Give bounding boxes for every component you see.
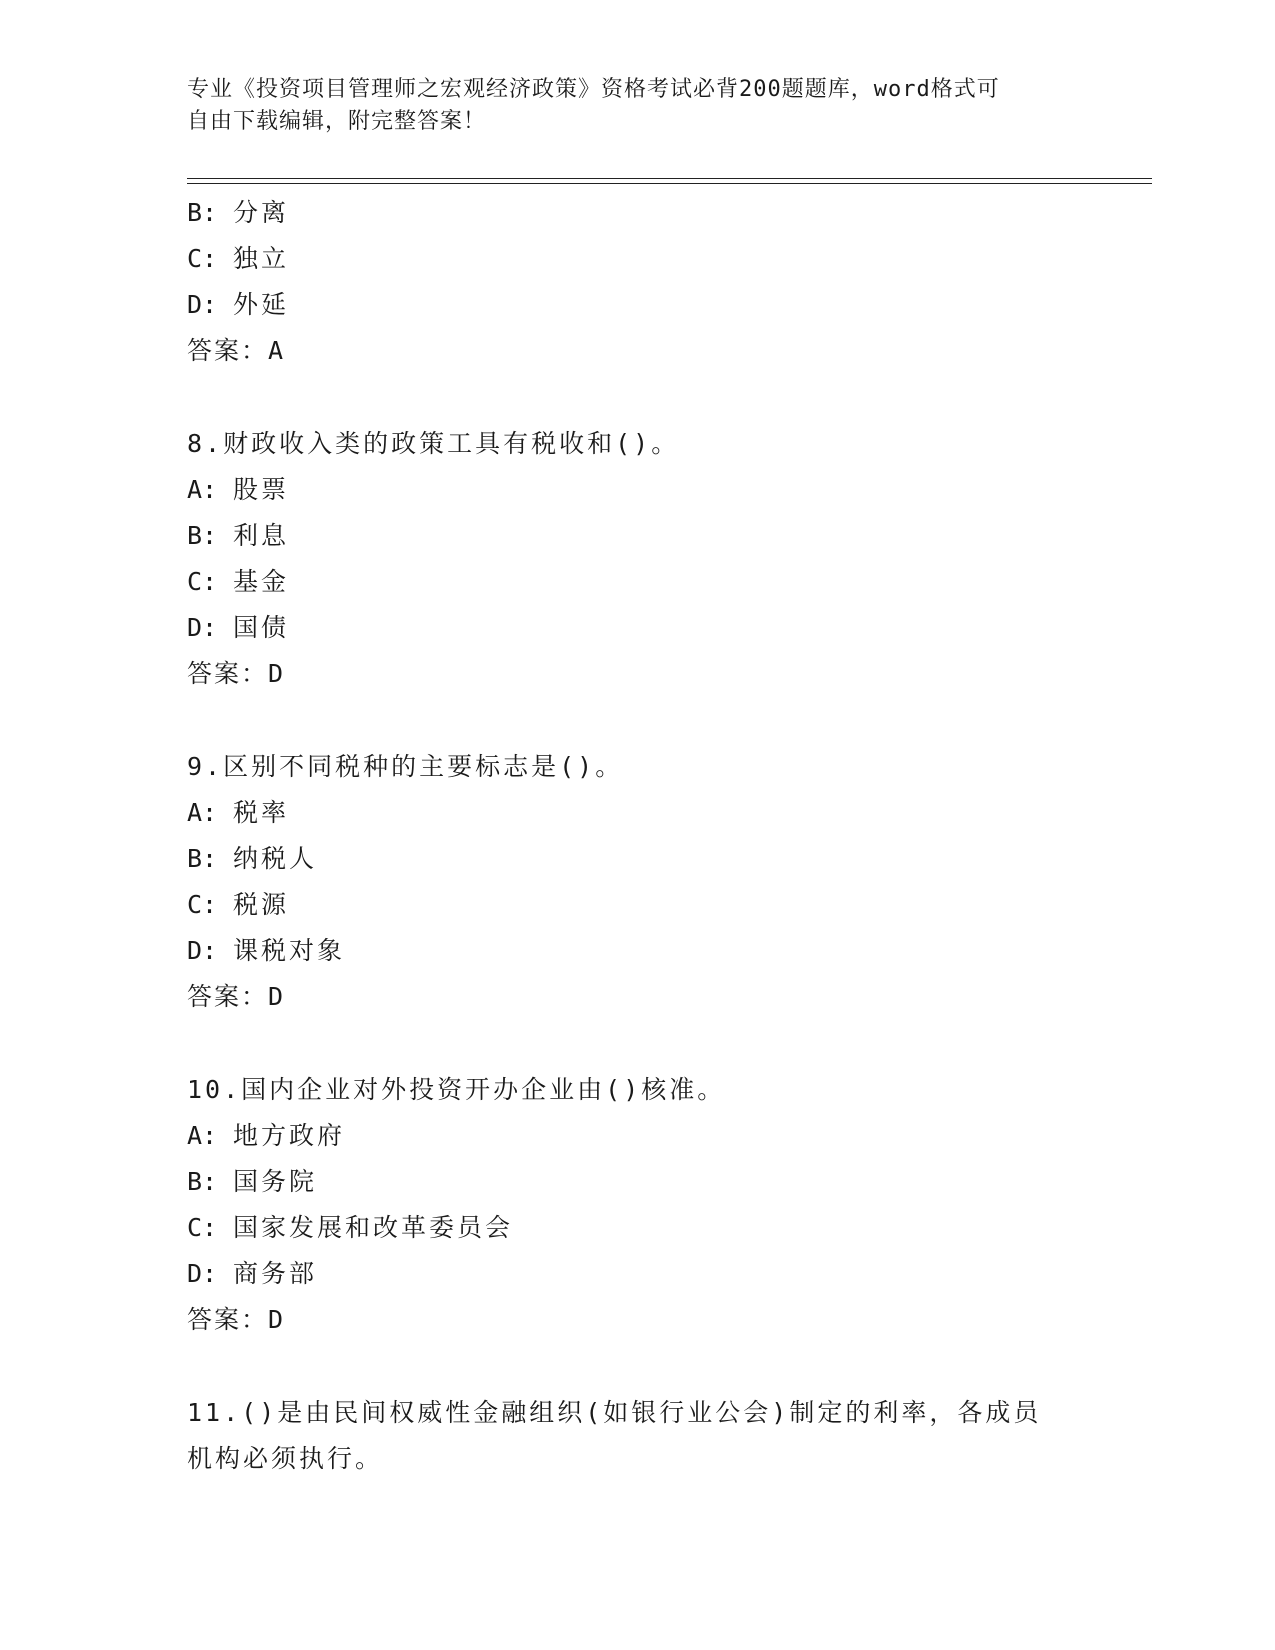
option-key: C: <box>187 567 218 596</box>
question-list <box>187 190 1137 1482</box>
spacer <box>187 1020 1137 1067</box>
option-key: C: <box>187 1213 218 1242</box>
option-b <box>187 836 1137 882</box>
option-key: D: <box>187 936 218 965</box>
option-key: A: <box>187 798 218 827</box>
option-d <box>187 928 1137 974</box>
option-d <box>187 1251 1137 1297</box>
option-key: B: <box>187 844 218 873</box>
option-d <box>187 605 1137 651</box>
answer-value: D <box>268 1305 284 1334</box>
answer-line <box>187 328 1137 374</box>
spacer <box>187 1343 1137 1390</box>
option-key: B: <box>187 1167 218 1196</box>
question-stem: 10.国内企业对外投资开办企业由()核准。 <box>187 1075 726 1104</box>
option-c <box>187 1205 1137 1251</box>
answer-label: 答案： <box>187 982 269 1011</box>
option-d <box>187 282 1137 328</box>
option-key: D: <box>187 290 218 319</box>
option-key: B: <box>187 521 218 550</box>
option-text: 外延 <box>233 290 290 319</box>
spacer <box>187 374 1137 421</box>
option-c <box>187 236 1137 282</box>
option-text: 基金 <box>233 567 290 596</box>
question-stem: 8.财政收入类的政策工具有税收和()。 <box>187 429 680 458</box>
option-text: 国家发展和改革委员会 <box>233 1213 514 1242</box>
option-text: 税源 <box>233 890 290 919</box>
question-8 <box>187 421 1137 697</box>
question-9 <box>187 744 1137 1020</box>
option-a <box>187 1113 1137 1159</box>
option-text: 分离 <box>233 198 290 227</box>
answer-line <box>187 1297 1137 1343</box>
answer-line <box>187 651 1137 697</box>
option-c <box>187 882 1137 928</box>
document-header <box>187 74 1087 138</box>
spacer <box>187 697 1137 744</box>
question-7-continued <box>187 190 1137 374</box>
question-stem: 11.()是由民间权威性金融组织(如银行业公会)制定的利率，各成员机构必须执行。 <box>187 1398 1042 1473</box>
answer-value: D <box>268 659 284 688</box>
option-key: C: <box>187 890 218 919</box>
option-b <box>187 190 1137 236</box>
question-stem: 9.区别不同税种的主要标志是()。 <box>187 752 624 781</box>
answer-value: D <box>268 982 284 1011</box>
header-divider-bottom <box>187 183 1152 184</box>
answer-label: 答案： <box>187 659 269 688</box>
question-10 <box>187 1067 1137 1343</box>
option-text: 独立 <box>233 244 290 273</box>
answer-label: 答案： <box>187 336 269 365</box>
answer-label: 答案： <box>187 1305 269 1334</box>
header-line-1: 专业《投资项目管理师之宏观经济政策》资格考试必背200题题库，word格式可 <box>187 77 1000 102</box>
option-a <box>187 790 1137 836</box>
answer-line <box>187 974 1137 1020</box>
option-text: 课税对象 <box>233 936 346 965</box>
option-text: 商务部 <box>233 1259 318 1288</box>
option-key: D: <box>187 613 218 642</box>
header-line-2: 自由下载编辑，附完整答案！ <box>187 109 487 134</box>
option-b <box>187 1159 1137 1205</box>
answer-value: A <box>268 336 284 365</box>
option-key: A: <box>187 475 218 504</box>
option-text: 国务院 <box>233 1167 318 1196</box>
option-key: C: <box>187 244 218 273</box>
option-key: B: <box>187 198 218 227</box>
option-text: 地方政府 <box>233 1121 346 1150</box>
option-a <box>187 467 1137 513</box>
option-text: 税率 <box>233 798 290 827</box>
option-text: 纳税人 <box>233 844 318 873</box>
option-c <box>187 559 1137 605</box>
option-key: D: <box>187 1259 218 1288</box>
header-divider-top <box>187 178 1152 179</box>
option-text: 国债 <box>233 613 290 642</box>
option-key: A: <box>187 1121 218 1150</box>
question-11 <box>187 1390 1137 1482</box>
option-b <box>187 513 1137 559</box>
option-text: 股票 <box>233 475 290 504</box>
option-text: 利息 <box>233 521 290 550</box>
